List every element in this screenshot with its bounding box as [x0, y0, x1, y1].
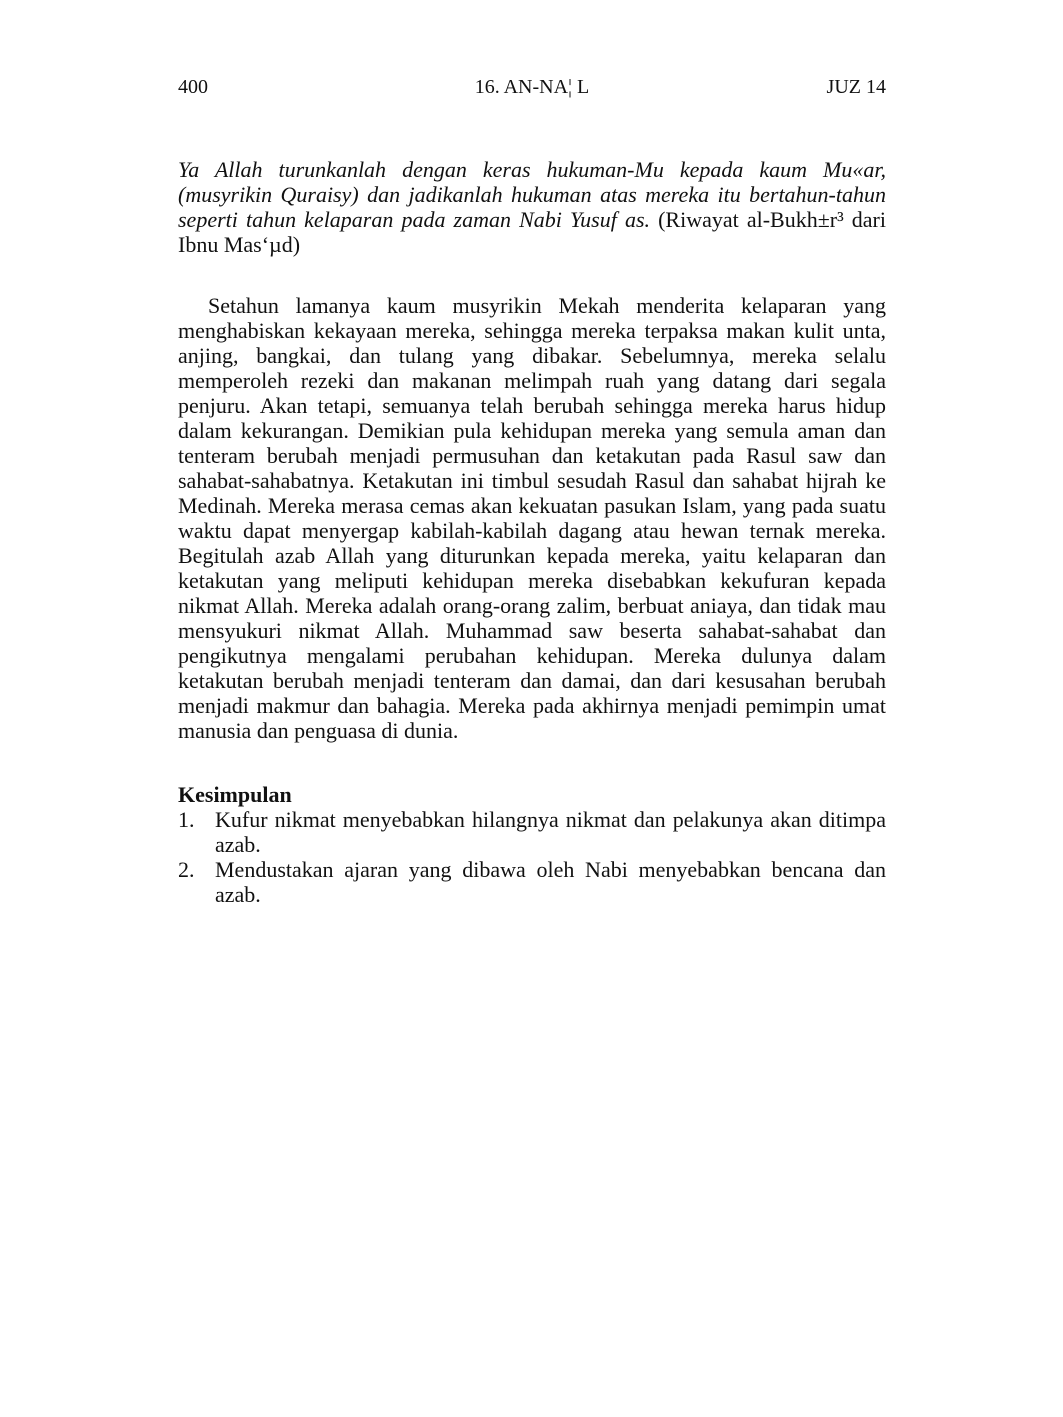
list-item-text: Mendustakan ajaran yang dibawa oleh Nabi menyebabkan bencana dan azab. — [215, 857, 886, 907]
body-paragraph: Setahun lamanya kaum musyrikin Mekah menderita kelaparan yang menghabiskan kekayaan mereka, sehingga mereka terpaksa makan kulit unta, anjing, bangkai, dan tulang yang dibakar. Sebelumnya, mereka selalu memperoleh rezeki dan makanan melimpah ruah yang datang dari segala penjuru. Akan tetapi, semuanya telah berubah sehingga mereka harus hidup dalam kekurangan. Demikian pula kehidupan mereka yang semula aman dan tenteram berubah menjadi permusuhan dan ketakutan pada Rasul saw dan sahabat-sahabatnya. Ketakutan ini timbul sesudah Rasul dan sahabat hijrah ke Medinah. Mereka merasa cemas akan kekuatan pasukan Islam, yang pada suatu waktu dapat menyergap kabilah-kabilah dagang atau hewan ternak mereka. Begitulah azab Allah yang diturunkan kepada mereka, yaitu kelaparan dan ketakutan yang meliputi kehidupan mereka disebabkan kekufuran kepada nikmat Allah. Mereka adalah orang-orang zalim, berbuat aniaya, dan tidak mau mensyukuri nikmat Allah. Muhammad saw beserta sahabat-sahabat dan pengikutnya mengalami perubahan kehidupan. Mereka dulunya dalam ketakutan berubah menjadi tenteram dan damai, dan dari kesusahan berubah menjadi makmur dan bahagia. Mereka pada akhirnya menjadi pemimpin umat manusia dan penguasa di dunia. — [178, 293, 886, 743]
section-title-kesimpulan: Kesimpulan — [178, 782, 292, 807]
hadith-quote — [178, 157, 886, 257]
hadith-quote-text: Ya Allah turunkanlah dengan keras hukuman-Mu kepada kaum Mu«ar, (musyrikin Quraisy) dan jadikanlah hukuman atas mereka itu bertahun-tahun seperti tahun kelaparan pada zaman Nabi Yusuf as. — [178, 157, 886, 232]
juz-label: JUZ 14 — [826, 76, 886, 98]
chapter-title: 16. AN-NA¦ L — [474, 76, 590, 98]
list-item — [178, 807, 886, 857]
list-item-number: 1. — [178, 807, 195, 832]
page-content — [178, 157, 886, 907]
page-number: 400 — [178, 76, 208, 98]
hadith-source: (Riwayat al-Bukh±r³ dari Ibnu Mas‘µd) — [178, 207, 887, 257]
list-item-number: 2. — [178, 857, 195, 882]
list-item — [178, 857, 886, 907]
page-header — [178, 76, 886, 104]
conclusion-list — [178, 807, 886, 907]
list-item-text: Kufur nikmat menyebabkan hilangnya nikmat dan pelakunya akan ditimpa azab. — [215, 807, 886, 857]
